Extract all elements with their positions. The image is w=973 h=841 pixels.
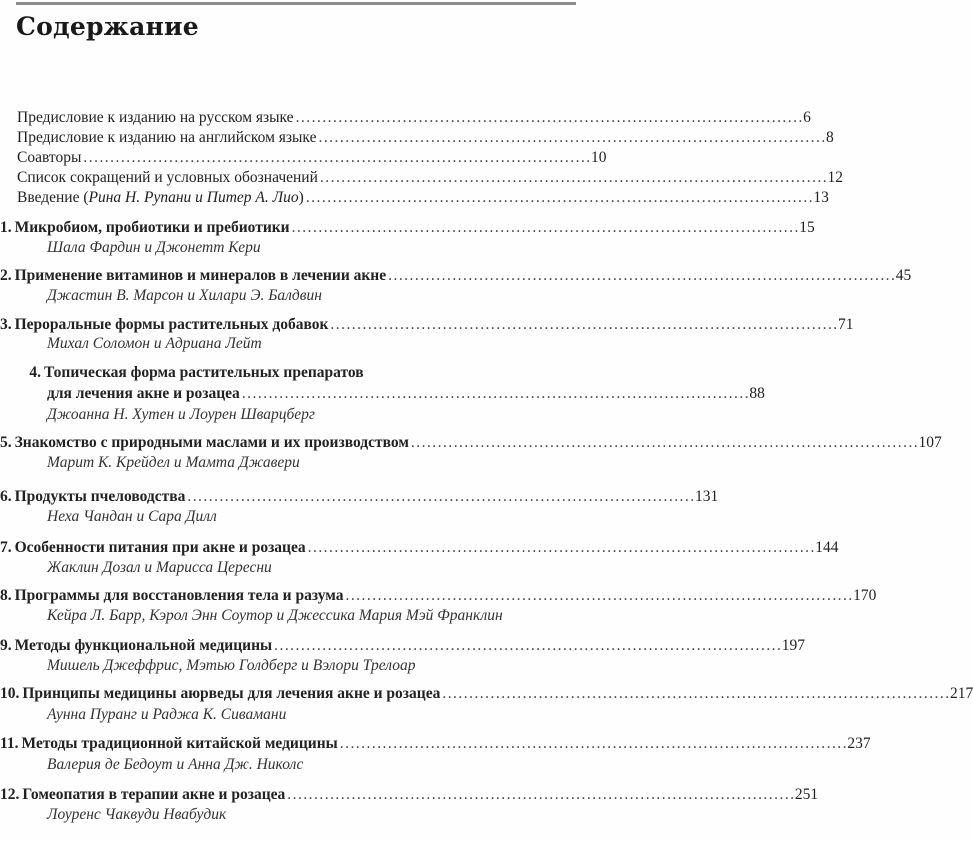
chapter-authors: Лоуренс Чаквуди Нвабудик bbox=[47, 806, 227, 823]
dot-leader bbox=[308, 538, 814, 558]
toc-entry-introduction[interactable] bbox=[0, 188, 829, 208]
toc-entry-label: Список сокращений и условных обозначений bbox=[17, 169, 318, 186]
toc-chapter-4-continued[interactable] bbox=[0, 384, 765, 404]
toc-page-number: 131 bbox=[694, 488, 719, 505]
chapter-authors: Шала Фардин и Джонетт Кери bbox=[47, 239, 261, 256]
chapter-number: 5. bbox=[0, 434, 12, 451]
dot-leader bbox=[292, 218, 798, 238]
chapter-title: Применение витаминов и минералов в лечении акне bbox=[14, 267, 387, 284]
toc-page-number: 12 bbox=[827, 169, 843, 186]
chapter-authors: Джастин В. Марсон и Хилари Э. Балдвин bbox=[47, 287, 322, 304]
chapter-title: Микробиом, пробиотики и пребиотики bbox=[14, 219, 290, 236]
toc-chapter-8[interactable] bbox=[0, 586, 877, 606]
intro-authors: Рина Н. Рупани и Питер А. Лио bbox=[88, 189, 299, 206]
toc-page-number: 88 bbox=[749, 385, 765, 402]
chapter-number: 3. bbox=[0, 316, 12, 333]
toc-entry-preface-english[interactable] bbox=[0, 128, 834, 148]
toc-page-number: 197 bbox=[781, 637, 805, 654]
toc-entry-label: Предисловие к изданию на английском языке bbox=[17, 129, 317, 146]
toc-page-number: 10 bbox=[590, 149, 607, 166]
chapter-number: 4. bbox=[29, 364, 41, 381]
chapter-title: Методы традиционной китайской медицины bbox=[21, 735, 338, 752]
chapter-title: Методы функциональной медицины bbox=[14, 637, 273, 654]
chapter-authors: Аунна Пуранг и Раджа К. Сивамани bbox=[47, 706, 287, 723]
toc-chapter-12[interactable] bbox=[0, 785, 819, 805]
toc-chapter-11[interactable] bbox=[0, 734, 871, 754]
toc-chapter-2[interactable] bbox=[0, 266, 912, 286]
chapter-authors: Кейра Л. Барр, Кэрол Энн Соутор и Джессика Мария Мэй Франклин bbox=[47, 607, 503, 624]
toc-page-number: 13 bbox=[813, 189, 829, 206]
toc-page-number: 15 bbox=[799, 219, 815, 236]
toc-page-number: 107 bbox=[918, 434, 942, 451]
toc-page-number: 251 bbox=[794, 786, 819, 803]
toc-chapter-7[interactable] bbox=[0, 538, 839, 558]
dot-leader bbox=[330, 315, 836, 335]
toc-page-number: 170 bbox=[853, 587, 877, 604]
dot-leader bbox=[345, 586, 851, 606]
dot-leader bbox=[242, 384, 748, 404]
toc-entry-contributors[interactable] bbox=[0, 148, 607, 168]
chapter-number: 10. bbox=[0, 685, 20, 702]
toc-page-number: 45 bbox=[895, 267, 912, 284]
chapter-number: 7. bbox=[0, 539, 12, 556]
chapter-authors: Жаклин Дозал и Марисса Цересни bbox=[47, 559, 272, 576]
toc-page-number: 217 bbox=[949, 685, 973, 702]
dot-leader bbox=[83, 148, 589, 168]
dot-leader bbox=[442, 684, 948, 704]
intro-label: Введение ( bbox=[17, 189, 89, 206]
chapter-number: 12. bbox=[0, 786, 20, 803]
chapter-authors: Джоанна Н. Хутен и Лоурен Шварцберг bbox=[47, 406, 315, 423]
toc-entry-label: Соавторы bbox=[17, 149, 82, 166]
toc-chapter-6[interactable] bbox=[0, 487, 719, 507]
toc-chapter-10[interactable] bbox=[0, 684, 973, 704]
chapter-title: Принципы медицины аюрведы для лечения акне и розацеа bbox=[22, 685, 441, 702]
toc-page-number: 8 bbox=[826, 129, 834, 146]
toc-entry-preface-russian[interactable] bbox=[0, 108, 811, 128]
dot-leader bbox=[320, 168, 826, 188]
chapter-authors: Валерия де Бедоут и Анна Дж. Николс bbox=[47, 756, 304, 773]
chapter-title: Пероральные формы растительных добавок bbox=[14, 316, 329, 333]
chapter-authors: Неха Чандан и Сара Дилл bbox=[47, 508, 217, 525]
toc-page-number: 144 bbox=[815, 539, 839, 556]
toc-entry-abbreviations[interactable] bbox=[0, 168, 843, 188]
toc-entry-label bbox=[17, 188, 304, 208]
chapter-number: 8. bbox=[0, 587, 12, 604]
chapter-title: Гомеопатия в терапии акне и розацеа bbox=[22, 786, 286, 803]
toc-chapter-3[interactable] bbox=[0, 315, 854, 335]
toc-chapter-4[interactable] bbox=[0, 363, 576, 383]
chapter-number: 2. bbox=[0, 267, 12, 284]
toc-chapter-5[interactable] bbox=[0, 433, 942, 453]
chapter-number: 9. bbox=[0, 637, 12, 654]
dot-leader bbox=[340, 734, 846, 754]
chapter-title: Знакомство с природными маслами и их производством bbox=[14, 434, 409, 451]
chapter-title: Особенности питания при акне и розацеа bbox=[14, 539, 306, 556]
dot-leader bbox=[287, 785, 793, 805]
toc-page-number: 71 bbox=[837, 316, 854, 333]
dot-leader bbox=[306, 188, 812, 208]
dot-leader bbox=[274, 636, 780, 656]
toc-page-number: 237 bbox=[847, 735, 871, 752]
chapter-authors: Михал Соломон и Адриана Лейт bbox=[47, 335, 262, 352]
chapter-number: 11. bbox=[0, 735, 19, 752]
toc-chapter-9[interactable] bbox=[0, 636, 805, 656]
dot-leader bbox=[296, 108, 802, 128]
dot-leader bbox=[187, 487, 693, 507]
toc-page-number: 6 bbox=[803, 109, 811, 126]
toc-entry-label: Предисловие к изданию на русском языке bbox=[17, 109, 294, 126]
chapter-number: 6. bbox=[0, 488, 12, 505]
top-rule bbox=[16, 2, 576, 5]
chapter-authors: Мишель Джеффрис, Мэтью Голдберг и Вэлори Трелоар bbox=[47, 657, 416, 674]
intro-label-suffix: ) bbox=[298, 189, 304, 206]
chapter-number: 1. bbox=[0, 219, 12, 236]
chapter-title: Топическая форма растительных препаратов bbox=[44, 364, 364, 381]
dot-leader bbox=[388, 266, 894, 286]
chapter-title-line2: для лечения акне и розацеа bbox=[47, 385, 240, 402]
chapter-authors: Марит К. Крейдел и Мамта Джавери bbox=[47, 454, 300, 471]
chapter-title: Программы для восстановления тела и разума bbox=[14, 587, 344, 604]
chapter-title: Продукты пчеловодства bbox=[14, 488, 186, 505]
dot-leader bbox=[318, 128, 824, 148]
toc-chapter-1[interactable] bbox=[0, 218, 815, 238]
page-title: Содержание bbox=[16, 12, 199, 41]
dot-leader bbox=[411, 433, 917, 453]
